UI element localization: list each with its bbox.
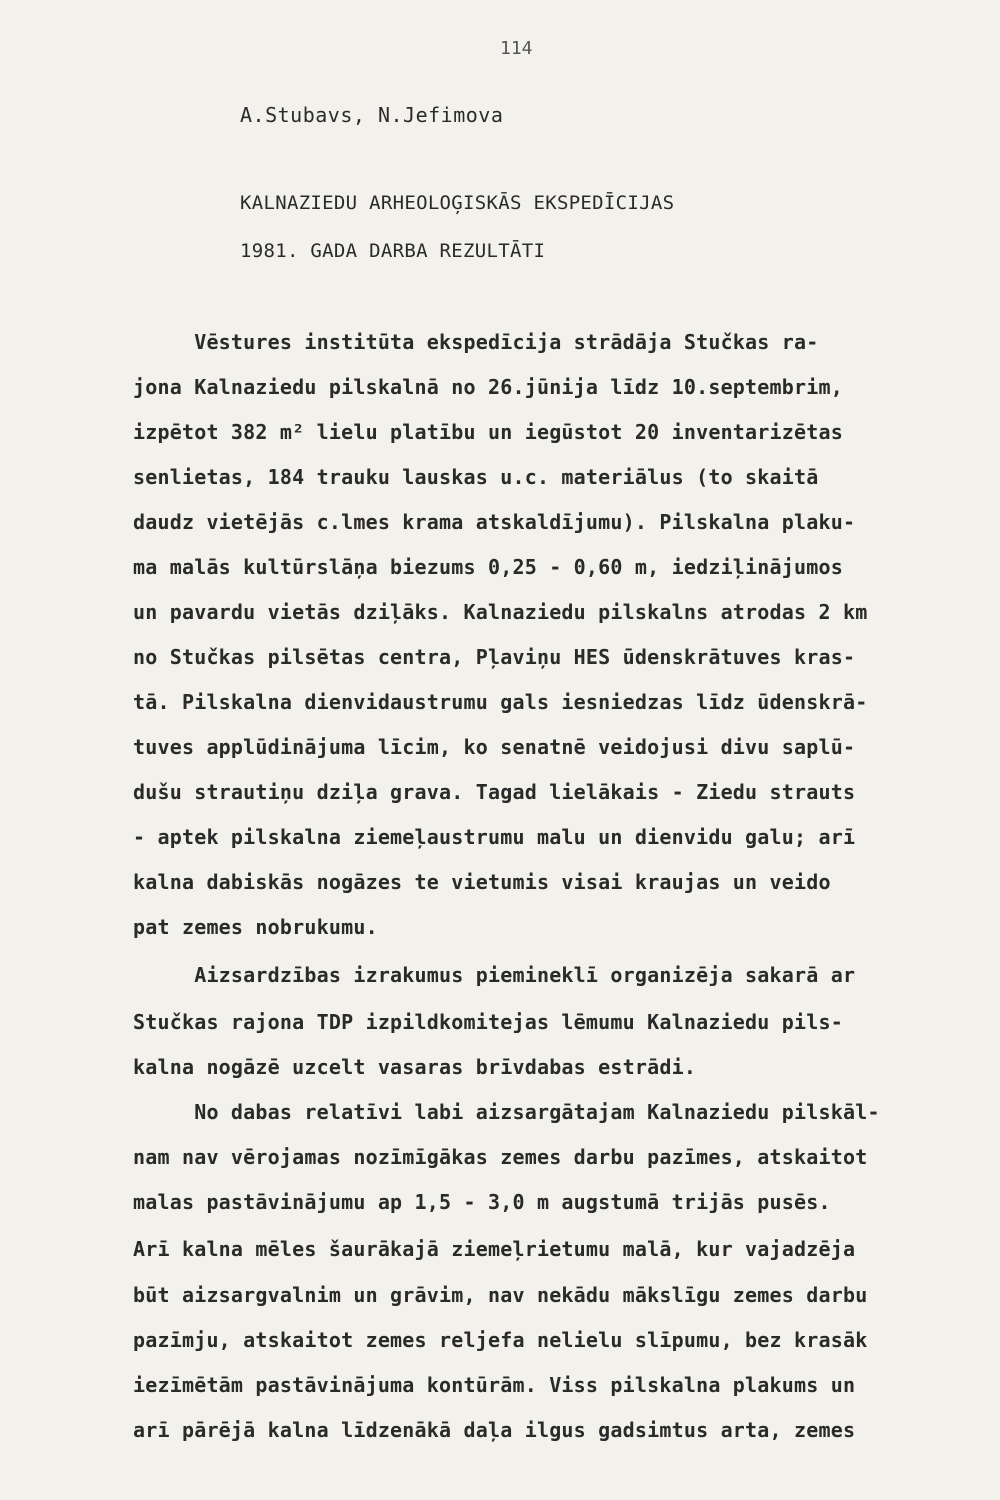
text-line: kalna dabiskās nogāzes te vietumis visai kraujas un veido [133, 870, 831, 894]
text-line: tā. Pilskalna dienvidaustrumu gals iesniedzas līdz ūdenskrā- [133, 690, 868, 714]
text-line: Stučkas rajona TDP izpildkomitejas lēmumu Kalnaziedu pils- [133, 1010, 843, 1034]
text-line: iezīmētām pastāvinājuma kontūrām. Viss pilskalna plakums un [133, 1373, 856, 1397]
text-line: pazīmju, atskaitot zemes reljefa nelielu slīpumu, bez krasāk [133, 1328, 868, 1352]
text-line: ma malās kultūrslāņa biezums 0,25 - 0,60 m, iedziļinājumos [133, 555, 843, 579]
authors: A.Stubavs, N.Jefimova [240, 103, 504, 127]
text-line: Arī kalna mēles šaurākajā ziemeļrietumu malā, kur vajadzēja [133, 1237, 856, 1261]
text-line: malas pastāvinājumu ap 1,5 - 3,0 m augstumā trijās pusēs. [133, 1190, 831, 1214]
text-line: dušu strautiņu dziļa grava. Tagad lielākais - Ziedu strauts [133, 780, 856, 804]
text-line: Vēstures institūta ekspedīcija strādāja Stučkas ra- [133, 330, 819, 354]
text-line: - aptek pilskalna ziemeļaustrumu malu un dienvidu galu; arī [133, 825, 856, 849]
text-line: izpētot 382 m² lielu platību un iegūstot 20 inventarizētas [133, 420, 843, 444]
title-line: 1981. GADA DARBA REZULTĀTI [240, 240, 546, 262]
text-line: kalna nogāzē uzcelt vasaras brīvdabas estrādi. [133, 1055, 697, 1079]
text-line: Aizsardzības izrakumus piemineklī organizēja sakarā ar [133, 963, 856, 987]
text-line: būt aizsargvalnim un grāvim, nav nekādu mākslīgu zemes darbu [133, 1283, 868, 1307]
title-line: KALNAZIEDU ARHEOLOĢISKĀS EKSPEDĪCIJAS [240, 192, 675, 214]
text-line: nam nav vērojamas nozīmīgākas zemes darbu pazīmes, atskaitot [133, 1145, 868, 1169]
page-number: 114 [500, 38, 533, 59]
text-line: arī pārējā kalna līdzenākā daļa ilgus gadsimtus arta, zemes [133, 1418, 856, 1442]
text-line: tuves applūdinājuma līcim, ko senatnē veidojusi divu saplū- [133, 735, 856, 759]
text-line: daudz vietējās c.lmes krama atskaldījumu). Pilskalna plaku- [133, 510, 856, 534]
text-line: No dabas relatīvi labi aizsargātajam Kalnaziedu pilskāl- [133, 1100, 880, 1124]
text-line: senlietas, 184 trauku lauskas u.c. materiālus (to skaitā [133, 465, 819, 489]
text-line: no Stučkas pilsētas centra, Pļaviņu HES ūdenskrātuves kras- [133, 645, 856, 669]
text-line: un pavardu vietās dziļāks. Kalnaziedu pilskalns atrodas 2 km [133, 600, 868, 624]
text-line: pat zemes nobrukumu. [133, 915, 378, 939]
text-line: jona Kalnaziedu pilskalnā no 26.jūnija līdz 10.septembrim, [133, 375, 843, 399]
